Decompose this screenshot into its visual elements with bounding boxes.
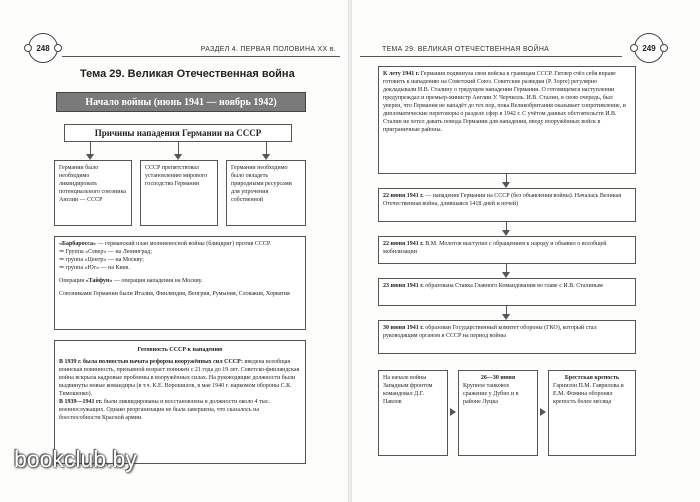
cause-box-3: Германии необходимо было овладеть природными ресурсами для упрочения собственной [226,160,306,226]
typhoon-text: — операция нападения на Москву. [112,278,203,284]
barbarossa-definition: — германский план молниеносной войны (блицкриг) против СССР. [96,241,271,247]
bottom-box-dubno [458,370,538,456]
timeline-text-3: образована Ставка Главного Командования во главе с И.В. Сталиным [423,283,603,289]
bottom-box-dubno-text: Крупное танковое сражение у Дубно и в районе Луцка [463,383,519,405]
readiness-p1-text: введена всеобщая воинская повинность, призывной возраст понижен с 21 года до 19 лет. Советско-финляндская война вскрыла кадровые проблемы в вооружённых силах. На руководящие должности были выдвинуты новые командиры (в т.ч. К.Е. Ворошилов, в мае 1940 г. наркомом обороны С.К. Тимошенко). [59,359,300,397]
typhoon-label: Операция [59,278,86,284]
left-running-head-text: РАЗДЕЛ 4. ПЕРВАЯ ПОЛОВИНА XX в. [200,46,336,53]
right-running-head-text: ТЕМА 29. ВЕЛИКАЯ ОТЕЧЕСТВЕННАЯ ВОЙНА [382,46,550,53]
timeline-text-2: В.М. Молотов выступил с обращением к народу и объявил о всеобщей мобилизации [383,241,607,255]
right-page [352,0,700,502]
causes-title: Причины нападения Германии на СССР [64,124,292,142]
group-south: ⇒ группа «Юг» — на Киев. [59,265,130,271]
war-start-bar: Начало войны (июнь 1941 — ноябрь 1942) [56,92,306,112]
readiness-title: Готовность СССР к нападению [137,347,223,353]
cause-box-1: Германии было необходимо ликвидировать потенциального союзника Англии — СССР [54,160,132,226]
cause-box-2: СССР препятствовал установлению мирового господства Германии [140,160,218,226]
right-running-head [360,38,622,57]
timeline-date-2: 22 июня 1941 г. [383,241,424,247]
timeline-date-3: 23 июня 1941 г. [383,283,424,289]
readiness-p2-lead: В 1939—1941 гг. [59,399,103,405]
readiness-p2-text: были ликвидированы и восстановлены в должности около 4 тыс. военнослужащих. Однако реорганизация не была завершена, что сказалось на боеспособности Красной армии. [59,399,271,421]
right-page-number: 249 [642,43,656,53]
timeline-item-1 [378,188,636,222]
timeline-text-4: образован Государственный комитет обороны (ГКО), который стал руководящим органом в СССР на период войны [383,325,597,339]
bottom-box-commander-text: На начале войны Западным фронтом командовал Д.Г. Павлов [383,375,433,405]
bottom-box-commander [378,370,448,456]
left-page-number-badge [28,33,58,63]
watermark: bookclub.by [14,446,137,472]
bottom-box-brest [548,370,636,456]
readiness-p1-lead: В 1939 г. была полностью начата реформа вооружённых сил СССР: [59,359,244,365]
intro-box [378,66,636,174]
timeline-date-1: 22 июня 1941 г. [383,193,424,199]
barbarossa-box [54,236,306,330]
timeline-text-1: — нападение Германии на СССР (без объявления войны). Началась Великая Отечественная война, длившаяся 1418 дней и ночей) [383,193,621,207]
left-page-number: 248 [36,43,50,53]
timeline-item-3 [378,278,636,306]
bottom-box-brest-title: Брестская крепость [564,375,620,381]
arrow-right-icon [450,408,456,416]
bottom-box-brest-text: Гарнизон П.М. Гаврилова и Е.М. Фомина оборонял крепость более месяца [553,383,624,405]
intro-text: Германия подвинула свои войска к границам СССР. Гитлер счёл себя вправе готовить к нападению на Советский Союз. Советские разведки (Р. Зорге) регулярно докладывали И.В. Сталину о грядущем нападении Германии. О готовящемся наступлении предупреждал и премьер-министр Англии У. Черчилль. И.В. Сталин, в свою очередь, был уверен, что Германия не нападёт до тех пор, пока Великобритания оказывает сопротивление, и дипломатические переговоры о разделе сфер в 1942 г. С учётом данных обстоятельств И.В. Сталин не хотел давать повода Германии для нападения, вводу вооружённых войск в приграничные районы. [383,71,626,133]
timeline-item-2 [378,236,636,264]
arrow-right-icon [540,408,546,416]
left-page [0,0,348,502]
typhoon-term: «Тайфун» [85,278,113,284]
left-running-head [62,38,340,57]
timeline-date-4: 30 июня 1941 г. [383,325,424,331]
group-center: ⇒ группа «Центр» — на Москву; [59,257,144,263]
bottom-box-dubno-title: 26—30 июня [480,375,516,381]
germany-allies: Союзниками Германии были Италия, Финляндия, Венгрия, Румыния, Словакия, Хорватия [59,291,290,297]
topic-title: Тема 29. Великая Отечественная война [80,68,295,80]
group-north: ⇒ Группа «Север» — на Ленинград; [59,249,152,255]
timeline-item-4 [378,320,636,354]
intro-lead: К лету 1941 г. [383,71,420,77]
barbarossa-term: «Барбаросса» [59,241,97,247]
right-page-number-badge [634,33,664,63]
